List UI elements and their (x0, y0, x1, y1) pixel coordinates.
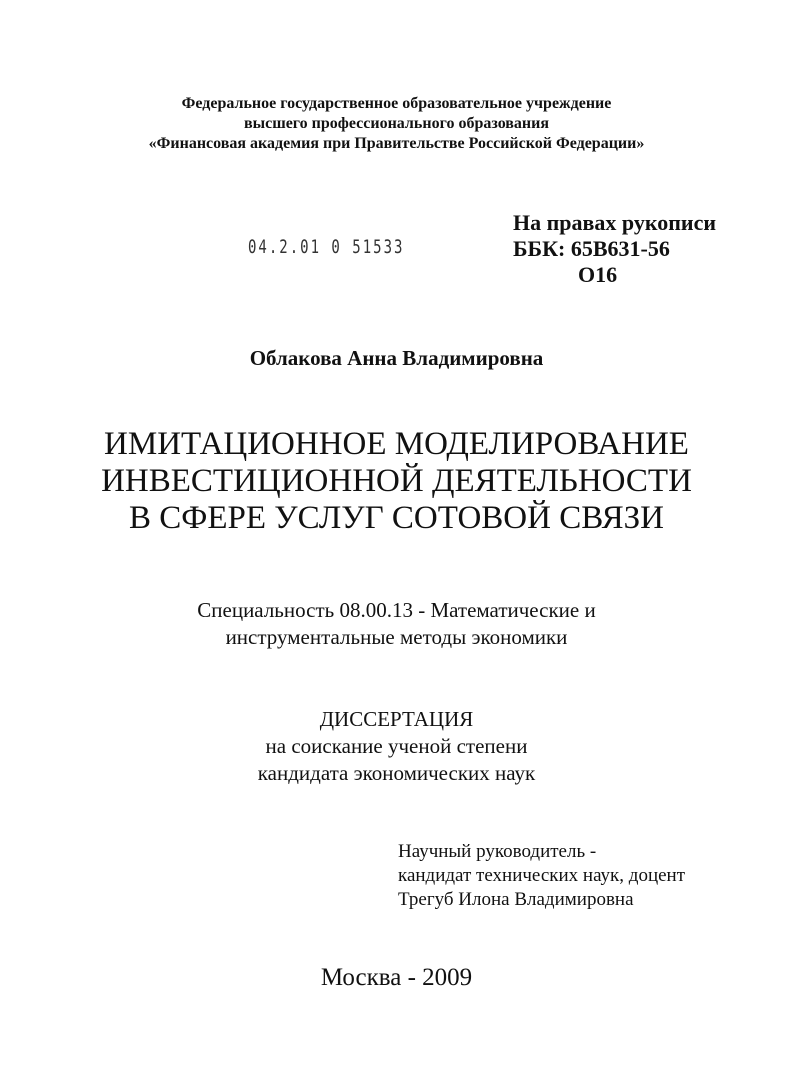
supervisor-line-2: кандидат технических наук, доцент (398, 865, 686, 886)
city-year: Москва - 2009 (320, 964, 473, 991)
specialty-line-1: Специальность 08.00.13 - Математические и (197, 598, 596, 622)
bbk-code: ББК: 65В631-56 (513, 236, 670, 261)
institution-block (0, 94, 793, 154)
specialty-block (0, 597, 793, 651)
title-line-1: ИМИТАЦИОННОЕ МОДЕЛИРОВАНИЕ (104, 426, 689, 462)
title-line-3: В СФЕРЕ УСЛУГ СОТОВОЙ СВЯЗИ (129, 500, 664, 536)
author-name: Облакова Анна Владимировна (249, 346, 544, 370)
manuscript-rights: На правах рукописи (513, 210, 717, 235)
dissertation-line-2: кандидата экономических наук (257, 761, 536, 785)
supervisor-line-1: Научный руководитель - (398, 841, 597, 862)
dissertation-heading: ДИССЕРТАЦИЯ (319, 707, 474, 731)
author-mark: О16 (578, 262, 618, 287)
supervisor-line-3: Трегуб Илона Владимировна (398, 889, 634, 910)
thesis-title (0, 426, 793, 537)
supervisor-block (398, 840, 685, 912)
institution-line-3: «Финансовая академия при Правительстве Российской Федерации» (148, 135, 645, 152)
dissertation-block (0, 706, 793, 787)
institution-line-1: Федеральное государственное образовательное учреждение (181, 95, 612, 112)
specialty-line-2: инструментальные методы экономики (225, 625, 568, 649)
institution-line-2: высшего профессионального образования (243, 115, 550, 132)
title-line-2: ИНВЕСТИЦИОННОЙ ДЕЯТЕЛЬНОСТИ (101, 463, 692, 499)
dissertation-line-1: на соискание ученой степени (265, 734, 528, 758)
archive-stamp: 04.2.01 0 51533 (248, 237, 405, 259)
manuscript-block (513, 210, 716, 288)
